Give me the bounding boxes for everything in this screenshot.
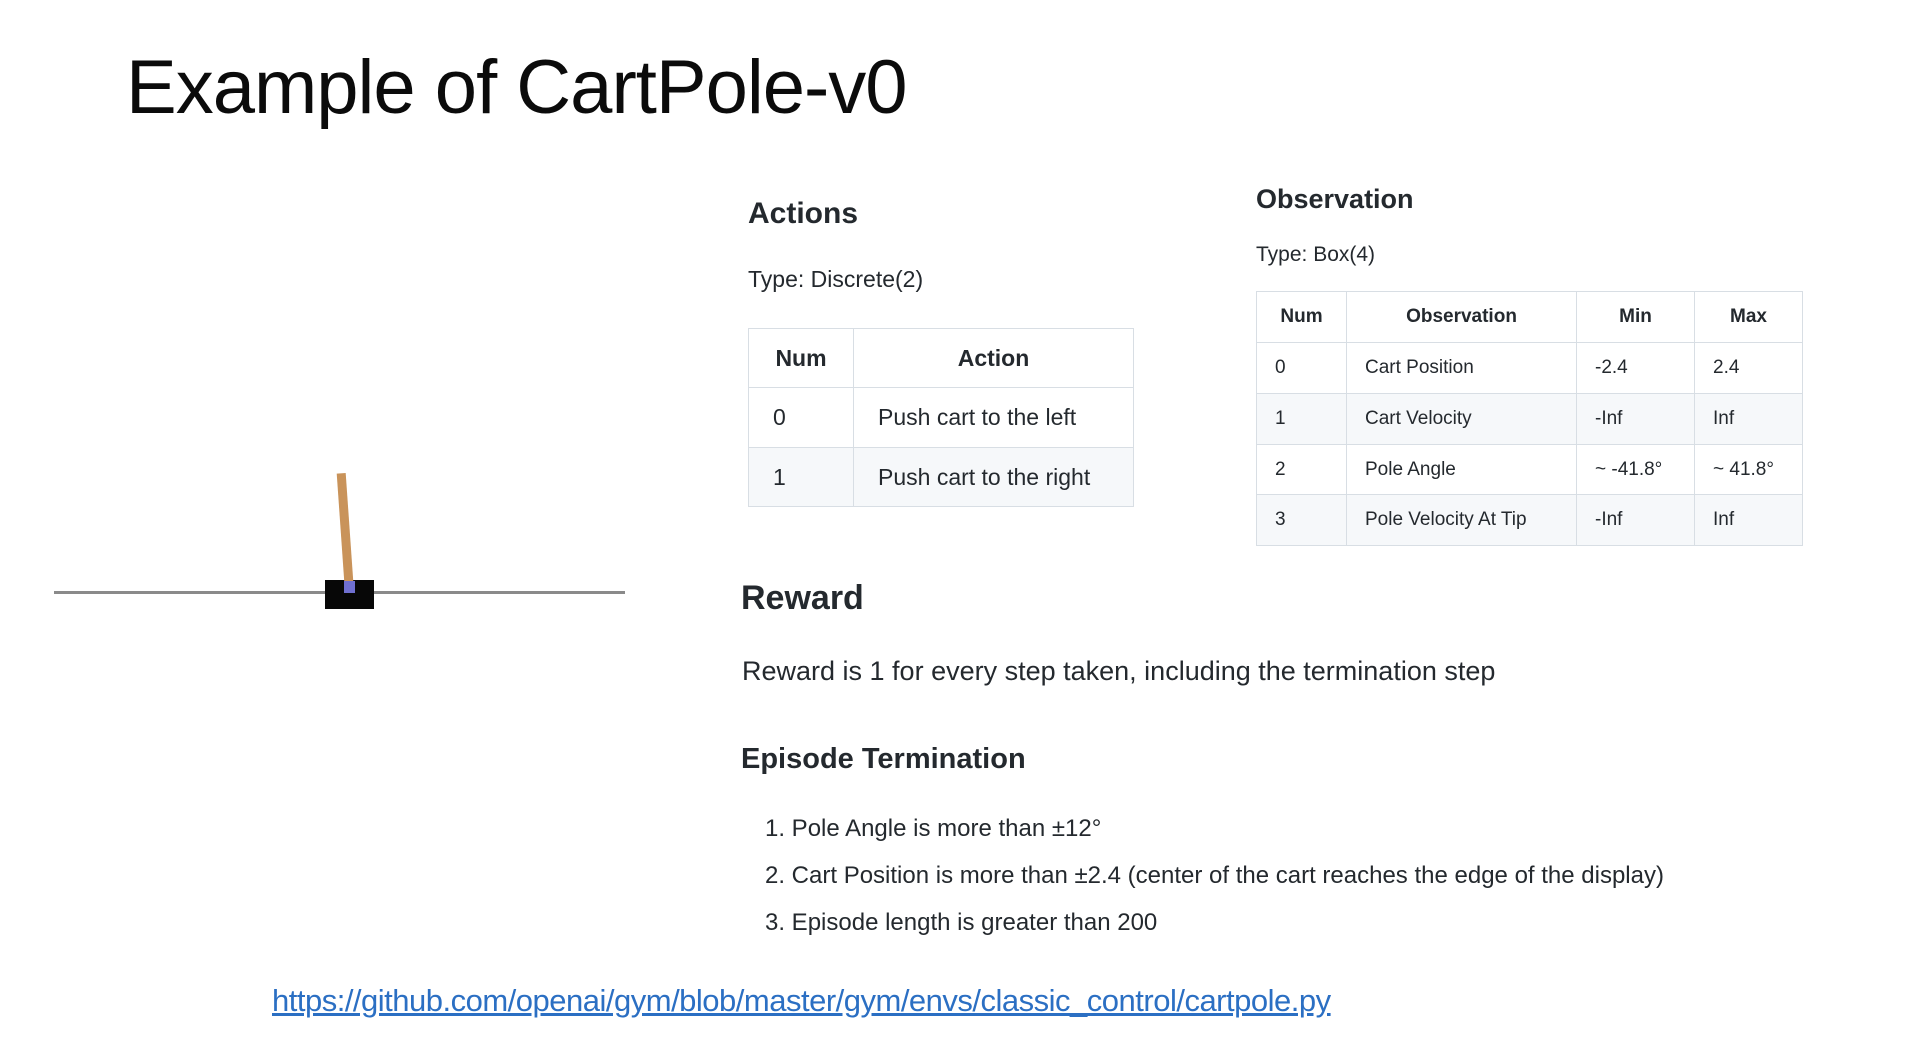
table-row [1257, 444, 1803, 495]
table-row [749, 388, 1134, 447]
table-cell: 0 [1257, 342, 1347, 393]
table-header-cell: Num [1257, 292, 1347, 343]
table-row [1257, 342, 1803, 393]
table-cell: 2.4 [1695, 342, 1803, 393]
episode-termination-heading: Episode Termination [741, 743, 1026, 775]
table-cell: 1 [749, 447, 854, 506]
list-item: 3. Episode length is greater than 200 [765, 909, 1158, 936]
table-header-cell: Action [854, 329, 1134, 388]
table-row [1257, 495, 1803, 546]
reward-text: Reward is 1 for every step taken, including the termination step [742, 656, 1496, 686]
table-header-cell: Min [1577, 292, 1695, 343]
table-cell: Push cart to the left [854, 388, 1134, 447]
actions-table [748, 328, 1134, 507]
table-cell: 1 [1257, 393, 1347, 444]
table-cell: ~ 41.8° [1695, 444, 1803, 495]
table-header-cell: Max [1695, 292, 1803, 343]
list-item: 1. Pole Angle is more than ±12° [765, 815, 1102, 842]
table-cell: Inf [1695, 393, 1803, 444]
table-cell: Cart Position [1347, 342, 1577, 393]
reward-heading: Reward [741, 579, 864, 617]
table-cell: 2 [1257, 444, 1347, 495]
table-header-cell: Num [749, 329, 854, 388]
observation-table [1256, 291, 1803, 546]
table-header-cell: Observation [1347, 292, 1577, 343]
slide-title: Example of CartPole-v0 [126, 45, 907, 130]
table-cell: Inf [1695, 495, 1803, 546]
table-cell: ~ -41.8° [1577, 444, 1695, 495]
pole [337, 473, 354, 592]
table-row [1257, 393, 1803, 444]
table-cell: Pole Velocity At Tip [1347, 495, 1577, 546]
table-cell: Cart Velocity [1347, 393, 1577, 444]
table-header-row [1257, 292, 1803, 343]
cartpole-figure [0, 0, 700, 700]
actions-heading: Actions [748, 197, 859, 230]
observation-heading: Observation [1256, 184, 1414, 214]
episode-termination-list [765, 805, 1664, 946]
axle [344, 581, 355, 593]
table-cell: -Inf [1577, 495, 1695, 546]
table-row [749, 447, 1134, 506]
table-cell: 0 [749, 388, 854, 447]
observation-type-label: Type: Box(4) [1256, 243, 1376, 266]
actions-type-label: Type: Discrete(2) [748, 266, 924, 292]
table-cell: Pole Angle [1347, 444, 1577, 495]
table-cell: -Inf [1577, 393, 1695, 444]
table-header-row [749, 329, 1134, 388]
list-item: 2. Cart Position is more than ±2.4 (center of the cart reaches the edge of the display) [765, 862, 1664, 889]
github-link[interactable]: https://github.com/openai/gym/blob/master/gym/envs/classic_control/cartpole.py [272, 983, 1331, 1018]
table-cell: Push cart to the right [854, 447, 1134, 506]
table-cell: 3 [1257, 495, 1347, 546]
table-cell: -2.4 [1577, 342, 1695, 393]
